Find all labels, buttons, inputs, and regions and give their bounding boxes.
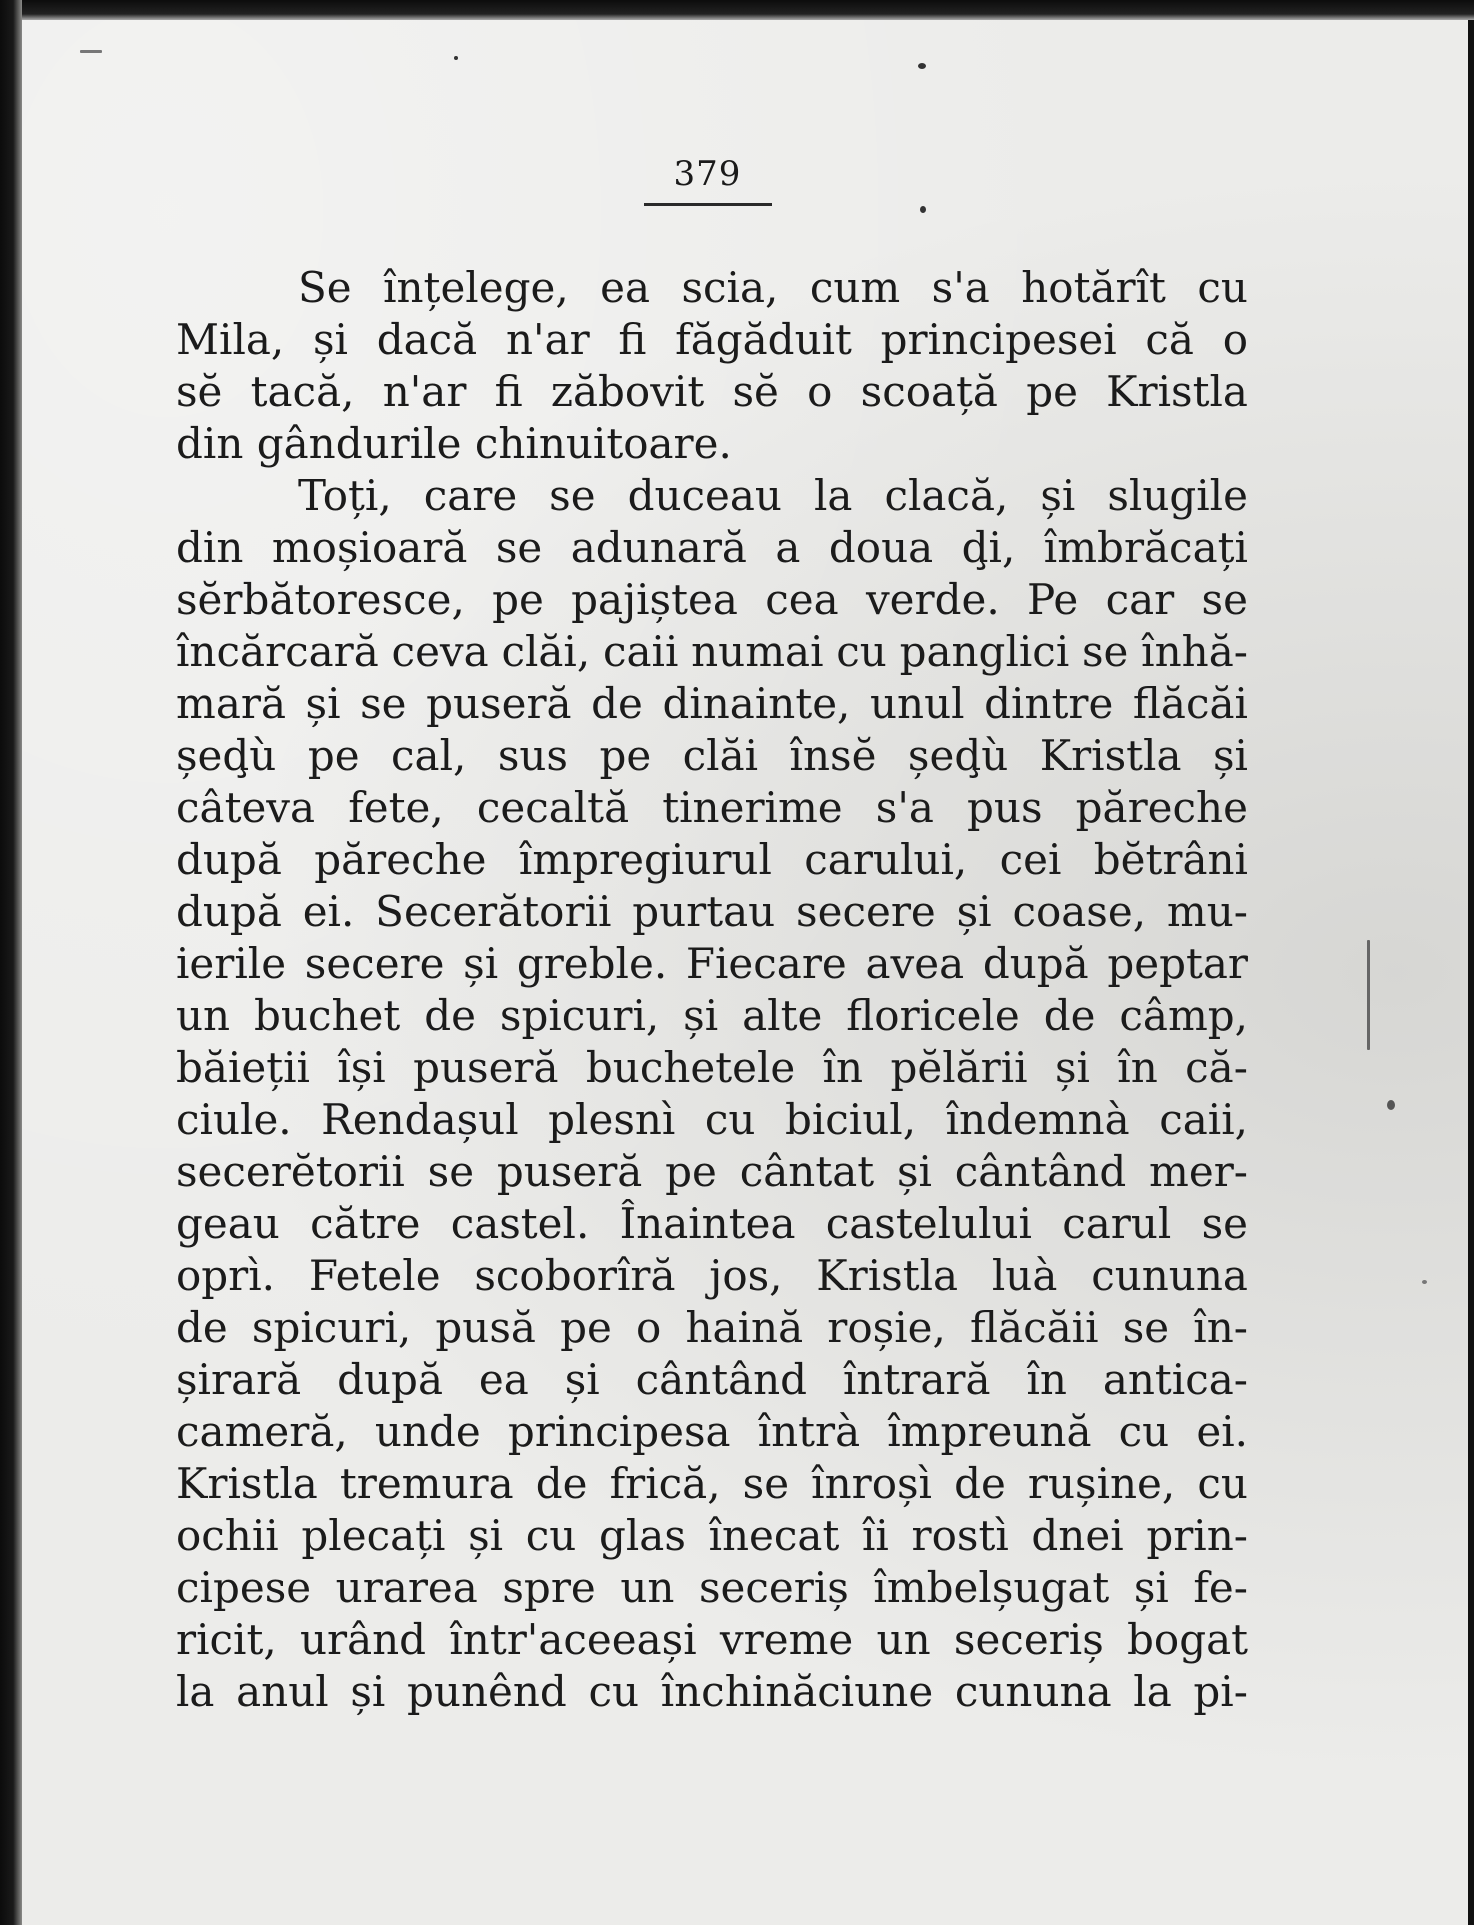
text-word: hotărît <box>1021 263 1166 312</box>
text-word: și <box>896 1147 932 1196</box>
text-word: doua <box>828 523 934 572</box>
text-word: puseră <box>426 679 572 728</box>
text-word: și <box>1040 471 1076 520</box>
text-word: verde. <box>865 575 1000 624</box>
text-word: plecați <box>301 1511 446 1560</box>
text-word: castel. <box>450 1199 590 1248</box>
text-word: numai <box>691 627 824 676</box>
text-word: ḑi, <box>961 523 1016 572</box>
text-word: băieții <box>176 1043 310 1092</box>
text-word: secere <box>304 939 445 988</box>
text-word: tinerime <box>662 783 843 832</box>
text-word: și <box>1212 731 1248 780</box>
text-word: bogat <box>1127 1615 1248 1664</box>
text-word: seceriș <box>698 1563 849 1612</box>
page-number: 379 <box>673 154 742 194</box>
text-word: Mila, <box>176 315 285 364</box>
text-word: carului, <box>804 835 968 884</box>
text-word: ciule. <box>176 1095 292 1144</box>
text-word: adunară <box>570 523 747 572</box>
text-word: Secerătorii <box>375 887 612 936</box>
text-word: de <box>591 679 643 728</box>
text-word: castelului <box>825 1199 1032 1248</box>
text-word: că- <box>1185 1043 1248 1092</box>
scan-left-edge <box>0 0 22 1925</box>
text-word: scoață <box>860 367 998 416</box>
text-word: Rendașul <box>321 1095 519 1144</box>
text-line <box>176 574 1248 626</box>
text-word: pi- <box>1193 1667 1248 1716</box>
text-word: pajiștea <box>571 575 738 624</box>
text-word: n'ar <box>505 315 590 364</box>
text-word: și <box>1054 1043 1090 1092</box>
page-number-rule <box>644 203 772 206</box>
text-word: Pe <box>1027 575 1079 624</box>
scan-top-edge <box>0 0 1474 20</box>
text-word: vreme <box>719 1615 854 1664</box>
text-word: slugile <box>1107 471 1248 520</box>
text-word: ceva <box>391 627 489 676</box>
text-line <box>176 470 1248 522</box>
text-word: Kristla <box>1039 731 1182 780</box>
text-word: bĕtrâni <box>1093 835 1248 884</box>
text-word: greble. <box>516 939 668 988</box>
text-word: cu <box>525 1511 577 1560</box>
text-word: dacă <box>376 315 478 364</box>
scan-speck <box>920 206 926 213</box>
text-word: scoborîră <box>474 1251 676 1300</box>
text-word: după <box>176 887 282 936</box>
text-word: se <box>495 523 543 572</box>
text-word: și <box>564 1355 600 1404</box>
text-line <box>176 522 1248 574</box>
text-word: cântând <box>635 1355 808 1404</box>
text-word: o <box>636 1303 662 1352</box>
text-line <box>176 1510 1248 1562</box>
text-word: ricit, <box>176 1615 277 1664</box>
text-word: caii, <box>1159 1095 1248 1144</box>
text-word: seceriș <box>953 1615 1104 1664</box>
text-word: o <box>807 367 833 416</box>
text-word: flăcăii <box>970 1303 1099 1352</box>
text-word: păreche <box>314 835 487 884</box>
text-word: într'aceeași <box>449 1615 697 1664</box>
text-word: purtau <box>632 887 776 936</box>
text-word: gândurile <box>256 419 462 468</box>
text-word: anul <box>236 1667 329 1716</box>
text-word: spicuri, <box>251 1303 412 1352</box>
text-word: împreună <box>887 1407 1092 1456</box>
text-line <box>176 1302 1248 1354</box>
text-word: cal, <box>391 731 467 780</box>
text-word: șeḑù <box>907 731 1009 780</box>
scan-speck <box>1422 1280 1427 1284</box>
text-word: pe <box>560 1303 612 1352</box>
text-word: ierile <box>176 939 287 988</box>
text-word: dintre <box>984 679 1114 728</box>
text-word: fi <box>494 367 523 416</box>
text-word: care <box>423 471 518 520</box>
text-word: de <box>1043 991 1096 1040</box>
text-word: șirară <box>176 1355 302 1404</box>
text-word: după <box>176 835 282 884</box>
text-word: oprì. <box>176 1251 276 1300</box>
text-word: închinăciune <box>660 1667 934 1716</box>
text-word: ea <box>478 1355 529 1404</box>
text-word: mer- <box>1149 1147 1248 1196</box>
text-word: Kristla <box>816 1251 959 1300</box>
text-line <box>176 1562 1248 1614</box>
text-word: Fetele <box>308 1251 441 1300</box>
text-line <box>176 366 1248 418</box>
text-word: carul <box>1062 1199 1172 1248</box>
text-word: cântat <box>739 1147 875 1196</box>
text-word: panglici <box>899 627 1070 676</box>
text-word: s'a <box>875 783 934 832</box>
text-word: mară <box>176 679 286 728</box>
text-word: sus <box>497 731 568 780</box>
text-word: după <box>337 1355 443 1404</box>
text-word: se <box>742 1459 790 1508</box>
text-word: împregiurul <box>518 835 772 884</box>
text-word: fe- <box>1193 1563 1248 1612</box>
text-word: dnei <box>1031 1511 1124 1560</box>
text-word: pe <box>599 731 652 780</box>
text-line <box>176 834 1248 886</box>
text-word: încărcară <box>176 627 379 676</box>
text-word: zăbovit <box>550 367 705 416</box>
text-word: cununa <box>954 1667 1112 1716</box>
text-word: clăi <box>682 731 759 780</box>
text-line <box>176 1458 1248 1510</box>
text-word: și <box>956 887 992 936</box>
text-word: sĕrbătoresce, <box>176 575 465 624</box>
text-word: își <box>337 1043 386 1092</box>
text-line <box>176 1406 1248 1458</box>
text-word: cu <box>1197 263 1248 312</box>
text-word: Toți, <box>298 471 392 520</box>
text-line <box>176 418 1248 470</box>
text-word: cununa <box>1091 1251 1248 1300</box>
text-word: ei. <box>1196 1407 1248 1456</box>
text-word: și <box>305 679 341 728</box>
text-word: că <box>1145 315 1194 364</box>
text-word: ei. <box>302 887 355 936</box>
text-word: luà <box>991 1251 1058 1300</box>
text-word: s'a <box>931 263 990 312</box>
text-word: clacă, <box>884 471 1009 520</box>
text-word: sĕ <box>176 367 223 416</box>
text-line <box>176 1250 1248 1302</box>
text-word: frică, <box>609 1459 721 1508</box>
text-word: întrară <box>842 1355 991 1404</box>
text-word: pe <box>665 1147 717 1196</box>
text-word: tremura <box>339 1459 514 1508</box>
text-word: în <box>1117 1043 1158 1092</box>
text-line <box>176 886 1248 938</box>
scan-speck <box>1387 1100 1395 1110</box>
text-word: puseră <box>413 1043 559 1092</box>
text-line <box>176 730 1248 782</box>
text-word: pusă <box>435 1303 536 1352</box>
text-word: și <box>683 991 719 1040</box>
text-word: pe <box>1026 367 1078 416</box>
text-word: fete, <box>348 783 444 832</box>
text-word: păreche <box>1075 783 1248 832</box>
text-line <box>176 938 1248 990</box>
text-word: întrà <box>757 1407 861 1456</box>
text-word: cu <box>1197 1459 1248 1508</box>
text-word: se <box>549 471 596 520</box>
text-word: plesnì <box>548 1095 676 1144</box>
text-line <box>176 1094 1248 1146</box>
text-word: înroșì <box>811 1459 932 1508</box>
text-word: car <box>1105 575 1175 624</box>
text-word: la <box>813 471 853 520</box>
text-word: cipese <box>176 1563 312 1612</box>
text-word: cu <box>588 1667 640 1716</box>
text-word: de <box>424 991 476 1040</box>
text-line <box>176 782 1248 834</box>
text-word: Înaintea <box>619 1199 796 1248</box>
text-word: peptar <box>1107 939 1248 988</box>
text-word: a <box>775 523 801 572</box>
text-word: scia, <box>681 263 779 312</box>
text-word: Fiecare <box>685 939 847 988</box>
text-line <box>176 314 1248 366</box>
text-word: jos, <box>709 1251 783 1300</box>
text-line <box>176 1666 1248 1718</box>
text-word: duceau <box>627 471 782 520</box>
text-word: punênd <box>407 1667 567 1716</box>
text-word: mu- <box>1166 887 1248 936</box>
text-word: înhă- <box>1141 627 1248 676</box>
text-word: cu <box>1118 1407 1170 1456</box>
body-text <box>176 262 1248 1718</box>
text-word: Kristla <box>1106 367 1248 416</box>
text-line <box>176 990 1248 1042</box>
text-line <box>176 1042 1248 1094</box>
text-word: secere <box>796 887 936 936</box>
text-word: clăi, <box>501 627 591 676</box>
text-word: ea <box>600 263 651 312</box>
text-word: un <box>176 991 231 1040</box>
text-word: n'ar <box>382 367 467 416</box>
scan-speck <box>454 56 458 60</box>
text-word: cei <box>999 835 1062 884</box>
text-word: și <box>463 939 499 988</box>
text-word: cea <box>765 575 839 624</box>
text-word: chinuitoare. <box>474 419 732 468</box>
text-word: în <box>822 1043 864 1092</box>
text-word: în <box>1026 1355 1067 1404</box>
text-word: către <box>310 1199 421 1248</box>
scan-speck <box>918 63 926 69</box>
text-word: pĕlării <box>890 1043 1028 1092</box>
text-word: biciul, <box>784 1095 917 1144</box>
text-word: caii <box>602 627 679 676</box>
text-word: înecat <box>708 1511 840 1560</box>
text-word: tacă, <box>250 367 355 416</box>
text-line <box>176 678 1248 730</box>
text-line <box>176 1354 1248 1406</box>
text-word: se <box>427 1147 475 1196</box>
text-word: se <box>1201 575 1248 624</box>
text-word: antica- <box>1102 1355 1248 1404</box>
text-word: și <box>468 1511 504 1560</box>
text-word: la <box>176 1667 215 1716</box>
text-word: și <box>350 1667 386 1716</box>
text-word: pe <box>307 731 360 780</box>
text-word: din <box>176 419 244 468</box>
text-word: cântând <box>954 1147 1127 1196</box>
text-word: roșie, <box>827 1303 946 1352</box>
text-word: câmp, <box>1119 991 1248 1040</box>
text-word: alte <box>742 991 823 1040</box>
text-word: geau <box>176 1199 280 1248</box>
text-line <box>176 262 1248 314</box>
text-word: rușine, <box>1027 1459 1176 1508</box>
text-word: la <box>1133 1667 1172 1716</box>
text-word: făgăduit <box>675 315 852 364</box>
text-word: câteva <box>176 783 316 832</box>
scan-speck <box>80 50 102 53</box>
text-word: prin- <box>1146 1511 1248 1560</box>
text-word: cu <box>836 627 887 676</box>
text-word: un <box>876 1615 931 1664</box>
text-word: de <box>535 1459 588 1508</box>
text-word: de <box>954 1459 1006 1508</box>
text-line <box>176 1198 1248 1250</box>
text-word: moșioară <box>271 523 468 572</box>
text-word: spre <box>502 1563 596 1612</box>
text-word: pus <box>967 783 1043 832</box>
text-word: ochii <box>176 1511 279 1560</box>
text-word: rostì <box>911 1511 1009 1560</box>
text-word: buchet <box>254 991 401 1040</box>
text-word: unul <box>869 679 965 728</box>
text-word: dinainte, <box>662 679 851 728</box>
text-word: îndemnà <box>945 1095 1130 1144</box>
text-word: pe <box>492 575 544 624</box>
text-word: după <box>982 939 1089 988</box>
text-line <box>176 1146 1248 1198</box>
text-word: Kristla <box>176 1459 318 1508</box>
text-word: secerĕtorii <box>176 1147 405 1196</box>
text-word: un <box>620 1563 675 1612</box>
text-word: coase, <box>1012 887 1147 936</box>
word-space <box>461 418 474 470</box>
text-word: se <box>1122 1303 1170 1352</box>
text-word: sĕ <box>732 367 779 416</box>
text-word: se <box>1082 627 1129 676</box>
text-word: haină <box>685 1303 804 1352</box>
text-word: însĕ <box>789 731 877 780</box>
text-word: principesa <box>507 1407 731 1456</box>
text-word: glas <box>598 1511 686 1560</box>
text-word: fi <box>618 315 647 364</box>
text-word: o <box>1222 315 1248 364</box>
scan-speck <box>1367 940 1370 1050</box>
text-word: cum <box>809 263 901 312</box>
text-word: de <box>176 1303 228 1352</box>
text-word: se <box>360 679 407 728</box>
text-word: urarea <box>335 1563 478 1612</box>
text-word: cu <box>704 1095 756 1144</box>
text-word: îmbelșugat <box>873 1563 1110 1612</box>
text-word: puseră <box>496 1147 643 1196</box>
text-word: Se <box>298 263 352 312</box>
text-word: șeḑù <box>176 731 277 780</box>
text-word: din <box>176 523 244 572</box>
text-word: unde <box>374 1407 481 1456</box>
text-word: îmbrăcați <box>1043 523 1248 572</box>
text-word: și <box>313 315 348 364</box>
text-word: cameră, <box>176 1407 348 1456</box>
text-line <box>176 626 1248 678</box>
text-word: flăcăi <box>1132 679 1248 728</box>
text-word: floricele <box>846 991 1020 1040</box>
text-word: cecaltă <box>476 783 630 832</box>
text-word: urând <box>299 1615 427 1664</box>
text-word: și <box>1133 1563 1169 1612</box>
text-word: în- <box>1193 1303 1248 1352</box>
text-word: principesei <box>880 315 1117 364</box>
text-word: înțelege, <box>383 263 569 312</box>
text-word: buchetele <box>585 1043 796 1092</box>
text-word: îi <box>862 1511 889 1560</box>
word-space <box>243 418 256 470</box>
text-word: spicuri, <box>499 991 660 1040</box>
text-word: se <box>1201 1199 1248 1248</box>
text-line <box>176 1614 1248 1666</box>
text-word: avea <box>865 939 965 988</box>
